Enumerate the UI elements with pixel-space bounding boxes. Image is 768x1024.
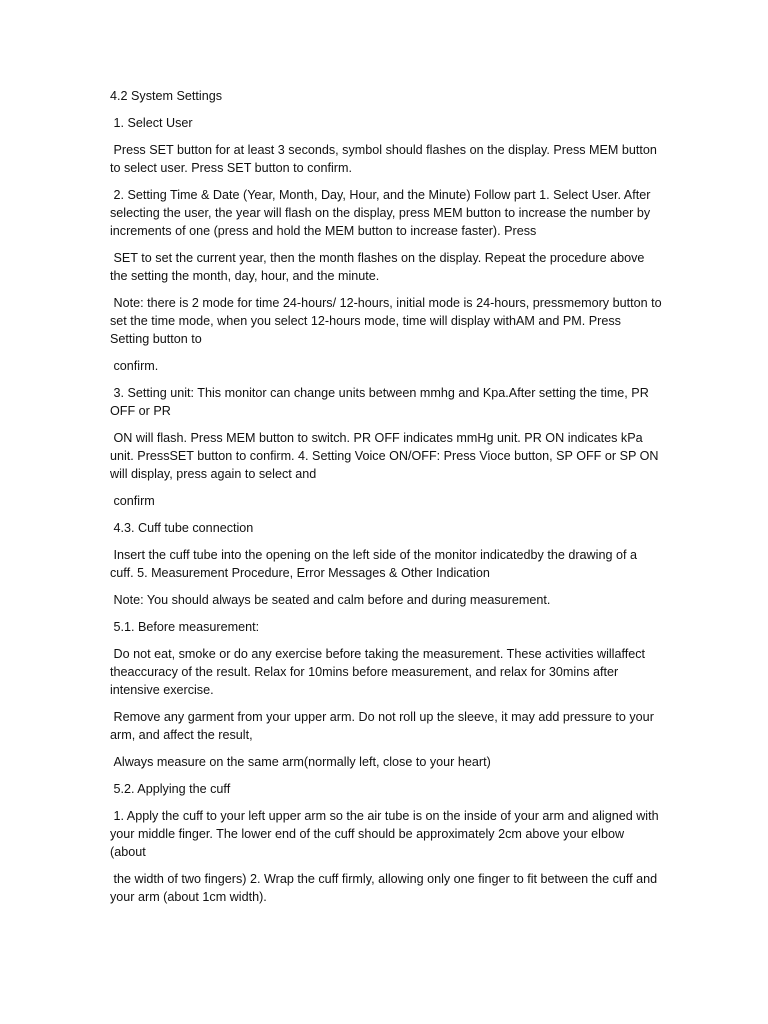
section-heading-system-settings: 4.2 System Settings [110,89,222,103]
paragraph-confirm-2: confirm [110,494,155,508]
paragraph-apply-cuff: 1. Apply the cuff to your left upper arm so the air tube is on the inside of your arm and aligned with your middle finger. The lower end of the cuff should be approximately 2cm above your elbow (about [110,809,663,859]
paragraph-select-user-instructions: Press SET button for at least 3 seconds, symbol should flashes on the display. Press MEM button to select user. Press SET button to confirm. [110,143,661,175]
paragraph-set-current-year: SET to set the current year, then the month flashes on the display. Repeat the procedure above the setting the month, day, hour, and the minute. [110,251,648,283]
paragraph-unit-switch-voice: ON will flash. Press MEM button to switch. PR OFF indicates mmHg unit. PR ON indicates kPa unit. PressSET button to confirm. 4. Setting Voice ON/OFF: Press Vioce button, SP OFF or SP ON will display, press again to select and [110,431,663,481]
paragraph-setting-unit: 3. Setting unit: This monitor can change units between mmhg and Kpa.After setting the time, PR OFF or PR [110,386,653,418]
paragraph-remove-garment: Remove any garment from your upper arm. Do not roll up the sleeve, it may add pressure to your arm, and affect the result, [110,710,658,742]
paragraph-do-not-eat: Do not eat, smoke or do any exercise before taking the measurement. These activities willaffect theaccuracy of the result. Relax for 10mins before measurement, and relax for 30mins after intensive exercise. [110,647,649,697]
paragraph-setting-time-date: 2. Setting Time & Date (Year, Month, Day, Hour, and the Minute) Follow part 1. Select User. After selecting the user, the year will flash on the display, press MEM button to increase the number by increments of one (press and hold the MEM button to increase faster). Press [110,188,654,238]
subheading-applying-cuff: 5.2. Applying the cuff [110,782,231,796]
paragraph-wrap-cuff: the width of two fingers) 2. Wrap the cuff firmly, allowing only one finger to fit between the cuff and your arm (about 1cm width). [110,872,661,904]
paragraph-time-mode-note: Note: there is 2 mode for time 24-hours/ 12-hours, initial mode is 24-hours, pressmemory button to set the time mode, when you select 12-hours mode, time will display withAM and PM. Press Setting button to [110,296,666,346]
subheading-before-measurement: 5.1. Before measurement: [110,620,260,634]
paragraph-same-arm: Always measure on the same arm(normally left, close to your heart) [110,755,491,769]
paragraph-seated-note: Note: You should always be seated and calm before and during measurement. [110,593,551,607]
document-body [110,87,666,915]
subheading-cuff-tube-connection: 4.3. Cuff tube connection [110,521,254,535]
paragraph-confirm: confirm. [110,359,159,373]
paragraph-insert-cuff-tube: Insert the cuff tube into the opening on the left side of the monitor indicatedby the drawing of a cuff. 5. Measurement Procedure, Error Messages & Other Indication [110,548,641,580]
subheading-select-user: 1. Select User [110,116,193,130]
